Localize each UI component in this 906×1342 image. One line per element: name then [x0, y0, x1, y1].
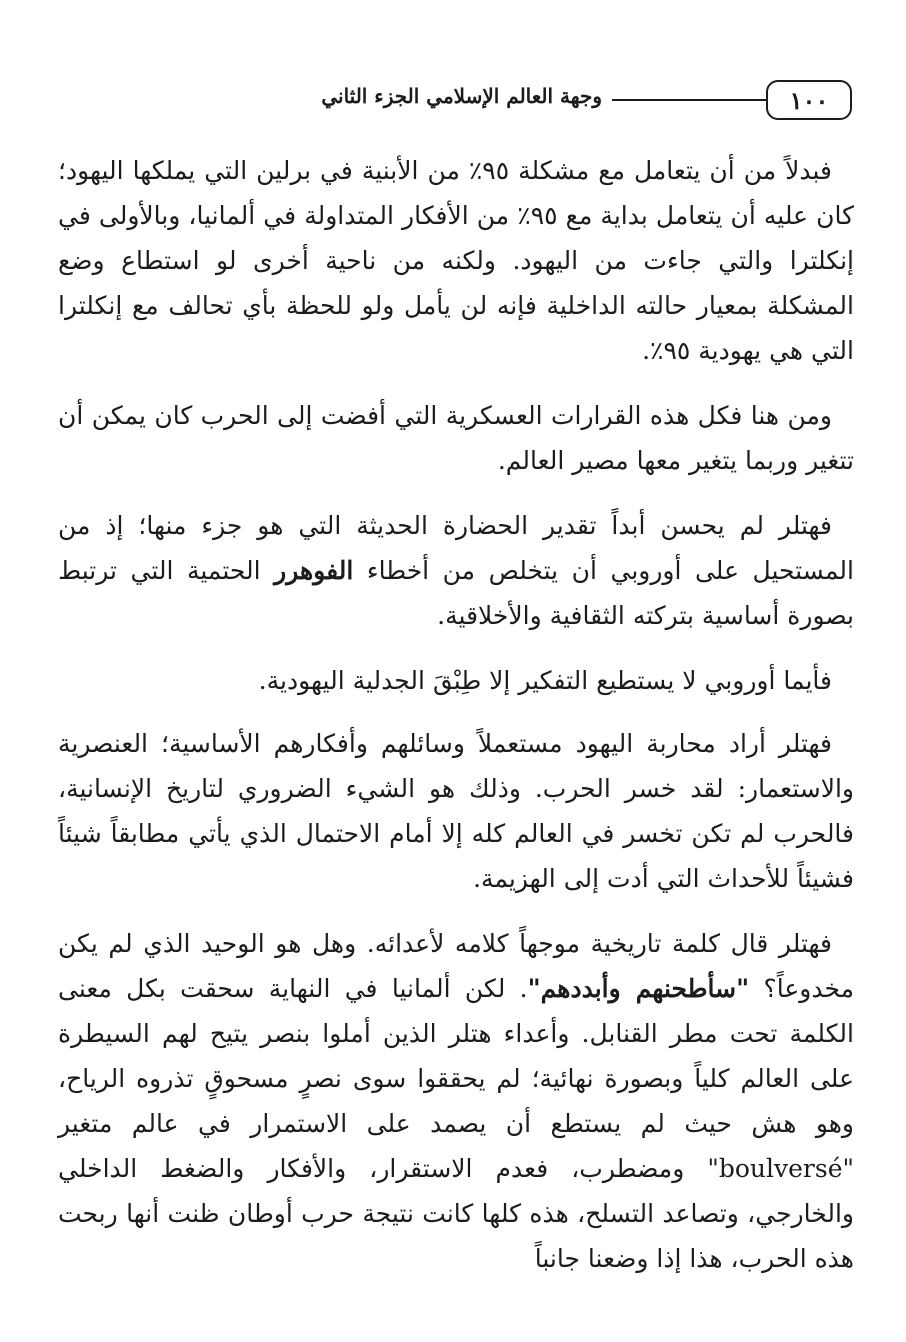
body-text: [58, 148, 854, 1301]
paragraph-5: فهتلر أراد محاربة اليهود مستعملاً وسائلهم وأفكارهم الأساسية؛ العنصرية والاستعمار: لقد خسر الحرب. وذلك هو الشيء الضروري لتاريخ الإنسانية، فالحرب لم تكن تخسر في العالم كله إلا أمام الاحتمال الذي يأتي مطابقاً شيئاً فشيئاً للأحداث التي أدت إلى الهزيمة.: [58, 729, 854, 893]
paragraph-6-bold: "سأطحنهم وأبددهم": [527, 974, 750, 1003]
paragraph-3-part2: الحتمية التي ترتبط بصورة أساسية بتركته الثقافية والأخلاقية.: [58, 556, 854, 630]
paragraph-6: [58, 921, 854, 1281]
paragraph-3-bold: الفوهرر: [274, 556, 354, 585]
paragraph-3-part1: فهتلر لم يحسن أبداً تقدير الحضارة الحديثة التي هو جزء منها؛ إذ من المستحيل على أوروبي أن يتخلص من أخطاء: [58, 511, 854, 585]
paragraph-6-part2: . لكن ألمانيا في النهاية سحقت بكل معنى الكلمة تحت مطر القنابل. وأعداء هتلر الذين أملوا بنصر يتيح لهم السيطرة على العالم كلياً وبصورة نهائية؛ لم يحققوا سوى نصرٍ مسحوقٍ تذروه الرياح، وهو هش حيث لم يستطع أن يصمد على الاستمرار في عالم متغير "boulversé" ومضطرب، فعدم الاستقرار، والأفكار والضغط الداخلي والخارجي، وتصاعد التسلح، هذه كلها كانت نتيجة حرب أوطان ظنت أنها ربحت هذه الحرب، هذا إذا وضعنا جانباً: [58, 974, 854, 1273]
header-rule: [612, 99, 766, 101]
paragraph-4: فأيما أوروبي لا يستطيع التفكير إلا طِبْقَ الجدلية اليهودية.: [258, 666, 832, 695]
paragraph-3: [58, 503, 854, 638]
paragraph-1: فبدلاً من أن يتعامل مع مشكلة ٩٥٪ من الأبنية في برلين التي يملكها اليهود؛ كان عليه أن يتعامل بداية مع ٩٥٪ من الأفكار المتداولة في ألمانيا، وبالأولى في إنكلترا والتي جاءت من اليهود. ولكنه من ناحية أخرى لو استطاع وضع المشكلة بمعيار حالته الداخلية فإنه لن يأمل ولو للحظة بأي تحالف مع إنكلترا التي هي يهودية ٩٥٪.: [58, 156, 854, 365]
page-number: ١٠٠: [766, 80, 852, 120]
page-header: [170, 80, 852, 122]
paragraph-6-part1: فهتلر قال كلمة تاريخية موجهاً كلامه لأعدائه. وهل هو الوحيد الذي لم يكن مخدوعاً؟: [58, 929, 854, 1003]
paragraph-2: ومن هنا فكل هذه القرارات العسكرية التي أفضت إلى الحرب كان يمكن أن تتغير وربما يتغير معها مصير العالم.: [58, 401, 854, 475]
running-title: وجهة العالم الإسلامي الجزء الثاني: [321, 84, 602, 108]
